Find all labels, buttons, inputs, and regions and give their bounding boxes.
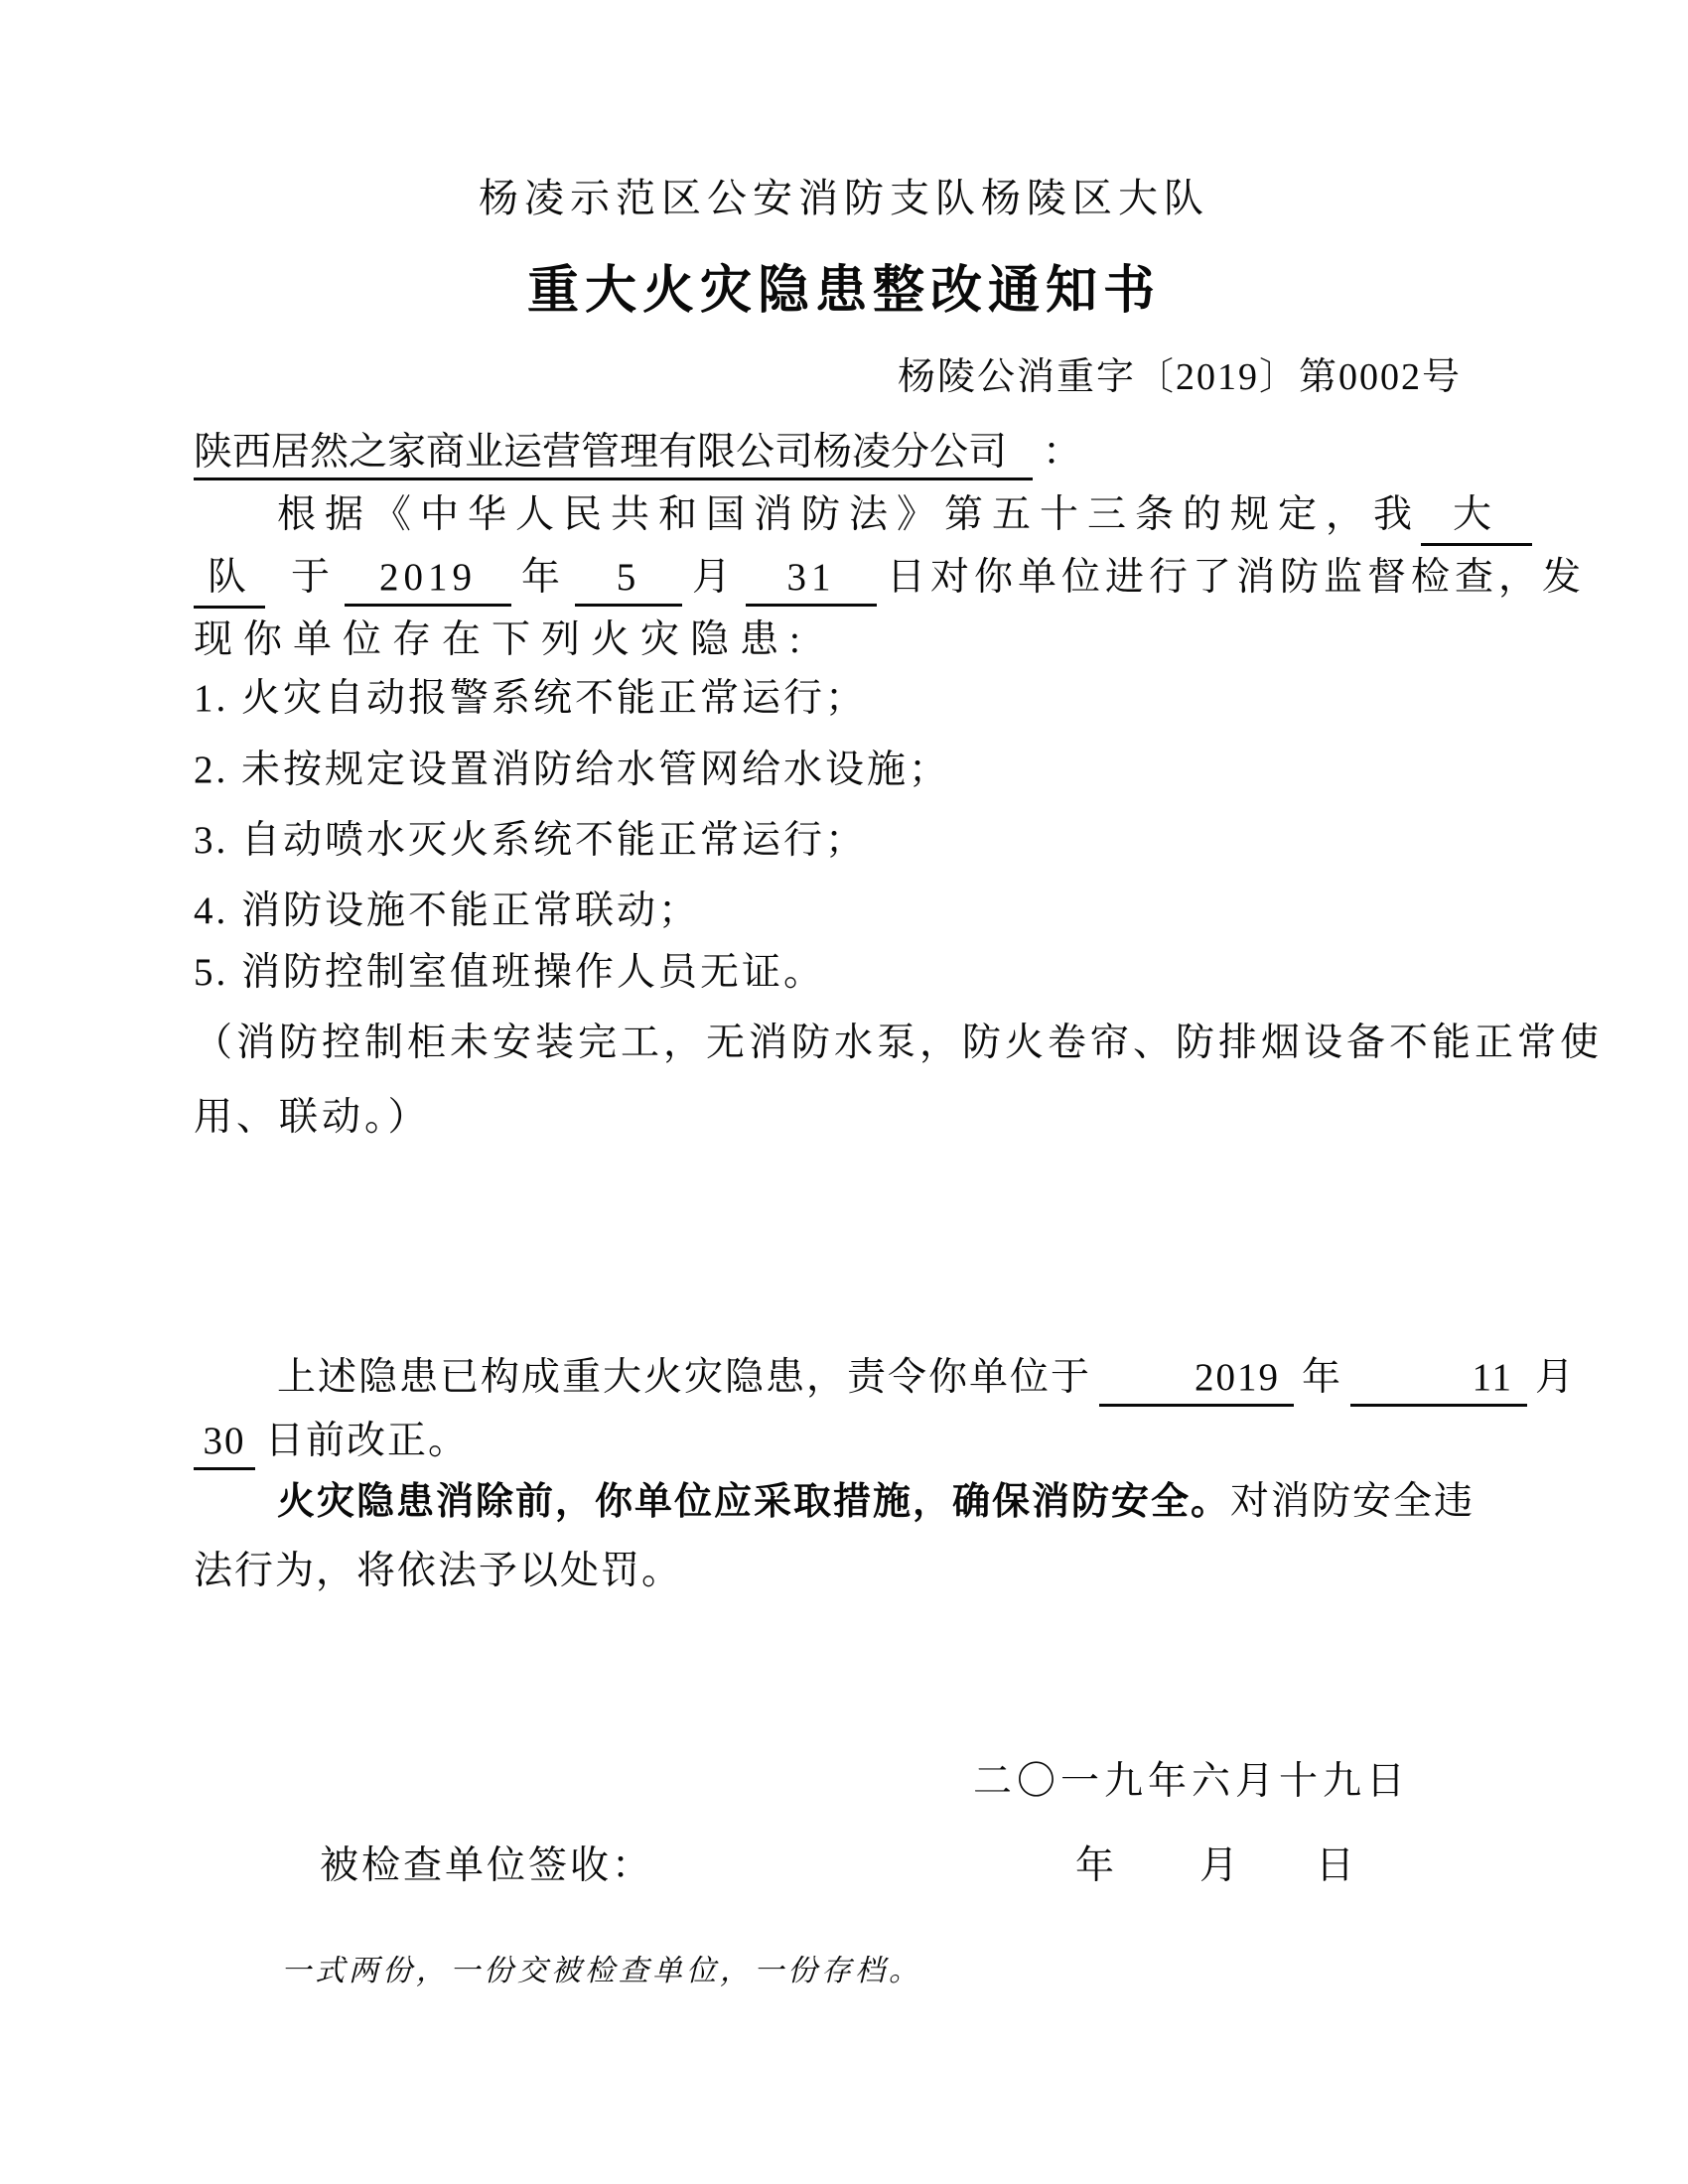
- deadline-lead: 上述隐患已构成重大火灾隐患，责令你单位于: [277, 1356, 1092, 1399]
- deadline-year-label: 年: [1302, 1356, 1343, 1399]
- warning-paragraph-line-1: [194, 1470, 1475, 1526]
- basis-line2-tail: 日对你单位进行了消防监督检查，发: [887, 556, 1587, 599]
- inspection-month-blank: 5: [575, 555, 682, 607]
- basis-yu: 于: [291, 556, 336, 599]
- signoff-month-label: 月: [1199, 1844, 1239, 1887]
- basis-line1-text: 根据《中华人民共和国消防法》第五十三条的规定，我: [277, 493, 1422, 536]
- deadline-day-blank: 30: [194, 1419, 255, 1470]
- deadline-paragraph-line-1: [194, 1346, 1584, 1407]
- basis-paragraph-line-3: 现你单位存在下列火灾隐患:: [194, 618, 811, 661]
- warning-paragraph-line-2: 法行为，将依法予以处罚。: [194, 1550, 683, 1592]
- basis-paragraph-line-2: [194, 546, 1587, 609]
- hazard-item-5: 5. 消防控制室值班操作人员无证。: [194, 951, 826, 994]
- remark-line-2: 用、联动。）: [194, 1096, 431, 1139]
- warning-normal-line1: 对消防安全违: [1230, 1480, 1476, 1523]
- addressee-colon: ：: [1043, 431, 1082, 474]
- unit-blank-head: 队: [194, 546, 265, 609]
- basis-paragraph-line-1: [194, 483, 1501, 546]
- inspection-year-blank: 2019: [345, 555, 511, 607]
- addressee-company-name: 陕西居然之家商业运营管理有限公司杨凌分公司: [194, 431, 1033, 480]
- hazard-item-1: 1. 火灾自动报警系统不能正常运行；: [194, 677, 868, 720]
- deadline-month-label: 月: [1535, 1356, 1577, 1399]
- remark-line-1: （消防控制柜未安装完工，无消防水泵，防火卷帘、防排烟设备不能正常使: [194, 1022, 1604, 1064]
- signoff-day-label: 日: [1316, 1844, 1355, 1887]
- month-label: 月: [692, 556, 737, 599]
- deadline-tail: 日前改正。: [265, 1420, 470, 1462]
- hazard-item-2: 2. 未按规定设置消防给水管网给水设施；: [194, 749, 951, 791]
- signoff-label: 被检查单位签收：: [320, 1844, 654, 1887]
- inspection-day-blank: 31: [746, 555, 877, 607]
- deadline-paragraph-line-2: [194, 1410, 469, 1470]
- year-label: 年: [521, 556, 566, 599]
- issuer-header: 杨凌示范区公安消防支队杨陵区大队: [479, 176, 1209, 221]
- warning-bold-sentence: 火灾隐患消除前，你单位应采取措施，确保消防安全。: [277, 1479, 1231, 1523]
- signoff-year-label: 年: [1075, 1844, 1115, 1887]
- unit-blank-tail: 大: [1421, 483, 1532, 546]
- addressee-line: [194, 421, 1081, 477]
- deadline-month-blank: 11: [1350, 1355, 1527, 1407]
- hazard-item-4: 4. 消防设施不能正常联动；: [194, 889, 701, 932]
- hazard-item-3: 3. 自动喷水灭火系统不能正常运行；: [194, 819, 868, 862]
- issue-date: 二〇一九年六月十九日: [973, 1760, 1411, 1803]
- document-number: 杨陵公消重字〔2019〕第0002号: [897, 356, 1462, 398]
- footer-copies-note: 一式两份，一份交被检查单位，一份存档。: [281, 1954, 922, 1988]
- document-title: 重大火灾隐患整改通知书: [526, 261, 1161, 321]
- deadline-year-blank: 2019: [1099, 1355, 1294, 1407]
